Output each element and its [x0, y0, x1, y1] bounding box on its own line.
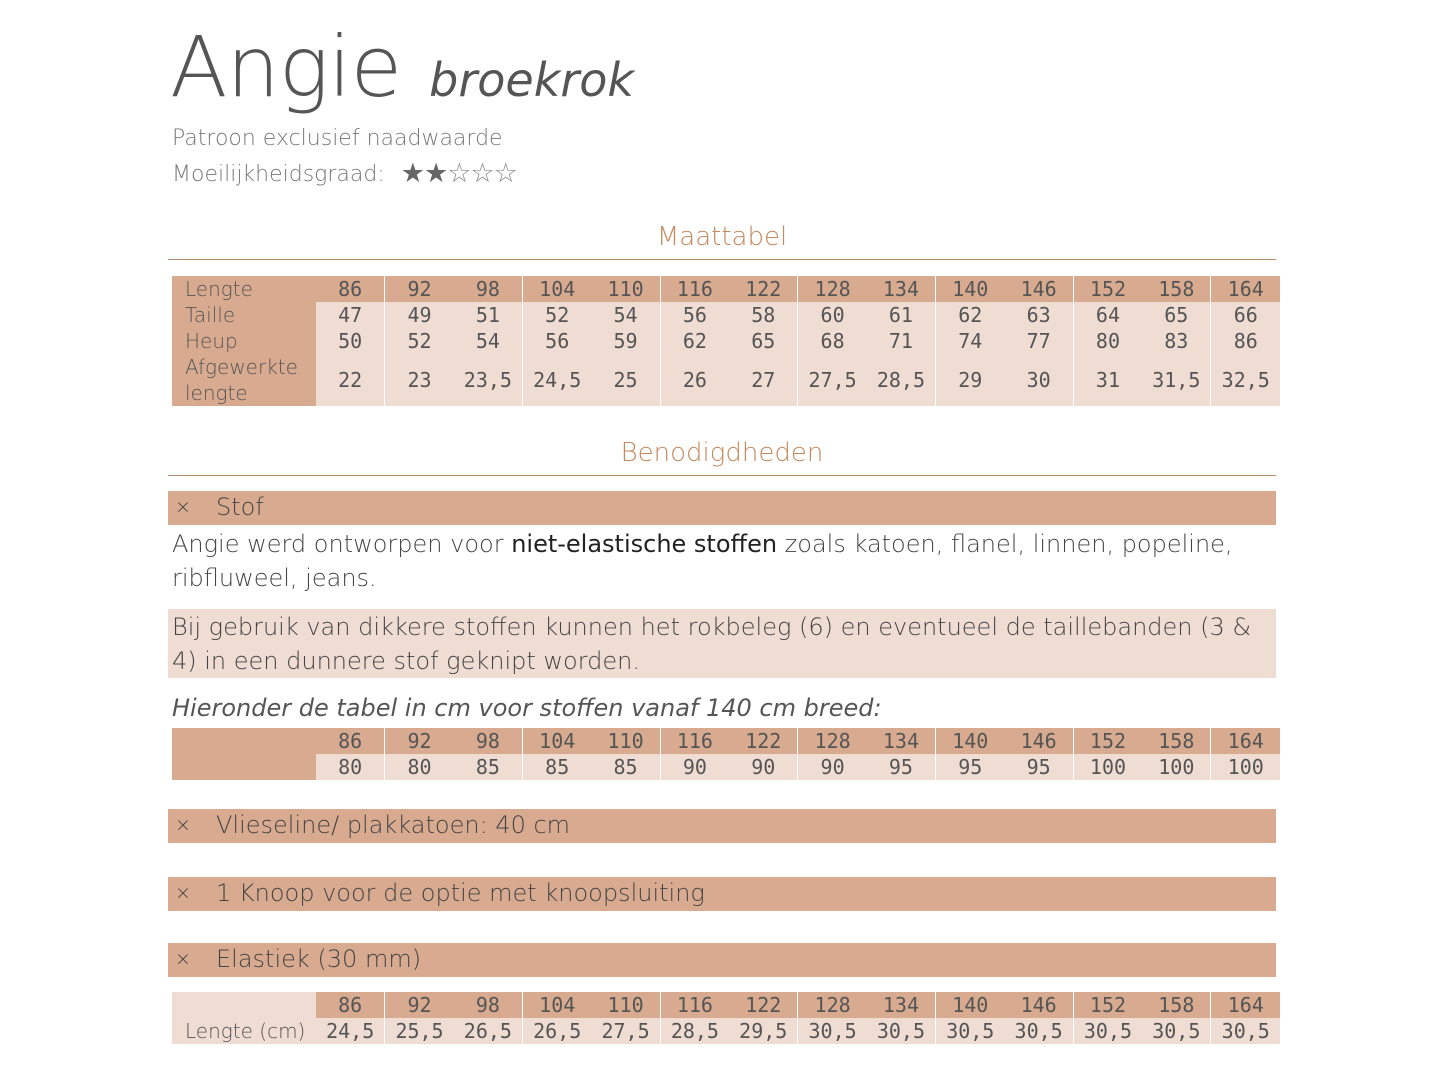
fabric-text-start: Angie werd ontworpen voor: [172, 530, 512, 558]
table-cell: 74: [936, 328, 1005, 354]
table-cell: 110: [591, 276, 660, 302]
fabric-note: Bij gebruik van dikkere stoffen kunnen het rokbeleg (6) en eventueel de taillebanden (3 & 4) in een dunnere stof geknipt worden.: [172, 613, 1252, 675]
table-cell: 27,5: [798, 354, 867, 406]
table-cell: 23: [385, 354, 454, 406]
row-label: Lengte (cm): [172, 1018, 316, 1044]
table-cell: 60: [798, 302, 867, 328]
row-label: Heup: [172, 328, 316, 354]
table-cell: 62: [936, 302, 1005, 328]
table-cell: 86: [316, 276, 385, 302]
table-cell: 30,5: [1142, 1018, 1211, 1044]
table-cell: 29,5: [729, 1018, 798, 1044]
elastic-table: [172, 992, 1280, 1044]
table-cell: 164: [1211, 728, 1280, 754]
table-row: [172, 302, 1280, 328]
supply-fabric-header: [168, 491, 1276, 525]
table-cell: 164: [1211, 992, 1280, 1018]
table-cell: 66: [1211, 302, 1280, 328]
table-cell: 92: [385, 992, 454, 1018]
table-cell: 146: [1004, 728, 1073, 754]
table-cell: 140: [936, 992, 1005, 1018]
table-cell: 30: [1004, 354, 1073, 406]
table-cell: 98: [454, 728, 523, 754]
table-cell: 152: [1073, 276, 1142, 302]
table-cell: 100: [1142, 754, 1211, 780]
table-cell: 31,5: [1142, 354, 1211, 406]
table-cell: 65: [729, 328, 798, 354]
table-row: [172, 992, 1280, 1018]
difficulty-stars: [401, 158, 517, 189]
table-cell: 56: [660, 302, 729, 328]
row-label: [172, 728, 316, 780]
table-cell: 100: [1073, 754, 1142, 780]
table-cell: 63: [1004, 302, 1073, 328]
table-cell: 62: [660, 328, 729, 354]
table-cell: 95: [1004, 754, 1073, 780]
table-cell: 95: [936, 754, 1005, 780]
table-cell: 158: [1142, 276, 1211, 302]
table-cell: 98: [454, 276, 523, 302]
table-cell: 104: [523, 276, 592, 302]
table-cell: 71: [867, 328, 936, 354]
table-cell: 98: [454, 992, 523, 1018]
bullet-x-icon: ×: [175, 814, 191, 836]
table-cell: 164: [1211, 276, 1280, 302]
table-cell: 152: [1073, 728, 1142, 754]
supply-interfacing: [168, 809, 1276, 843]
table-cell: 52: [385, 328, 454, 354]
table-cell: 26,5: [454, 1018, 523, 1044]
table-cell: 122: [729, 276, 798, 302]
table-cell: 47: [316, 302, 385, 328]
table-cell: 24,5: [316, 1018, 385, 1044]
table-cell: 146: [1004, 276, 1073, 302]
table-cell: 49: [385, 302, 454, 328]
supply-elastic-label: Elastiek (30 mm): [216, 945, 422, 973]
table-cell: 92: [385, 728, 454, 754]
table-cell: 80: [385, 754, 454, 780]
table-cell: 92: [385, 276, 454, 302]
bullet-x-icon: ×: [175, 496, 191, 518]
star-filled-icon: ★★: [400, 158, 448, 189]
fabric-text-end: zoals katoen, flanel, linnen, popeline, ribfluweel, jeans.: [172, 530, 1233, 592]
table-cell: 77: [1004, 328, 1073, 354]
table-cell: 25: [591, 354, 660, 406]
table-cell: 152: [1073, 992, 1142, 1018]
table-cell: 27,5: [591, 1018, 660, 1044]
row-label: [172, 992, 316, 1018]
table-cell: 85: [523, 754, 592, 780]
table-cell: 25,5: [385, 1018, 454, 1044]
table-cell: 24,5: [523, 354, 592, 406]
pattern-subtitle: broekrok: [429, 53, 635, 107]
bullet-x-icon: ×: [175, 948, 191, 970]
table-cell: 56: [523, 328, 592, 354]
table-cell: 110: [591, 992, 660, 1018]
table-cell: 64: [1073, 302, 1142, 328]
table-cell: 86: [316, 728, 385, 754]
table-cell: 95: [867, 754, 936, 780]
table-row: [172, 1018, 1280, 1044]
pattern-name: Angie: [170, 18, 402, 116]
table-cell: 22: [316, 354, 385, 406]
difficulty-label: Moeilijkheidsgraad:: [172, 162, 385, 187]
fabric-table-caption: Hieronder de tabel in cm voor stoffen vanaf 140 cm breed:: [172, 694, 882, 722]
row-label: Afgewerkte lengte: [172, 354, 316, 406]
bullet-x-icon: ×: [175, 882, 191, 904]
table-cell: 30,5: [936, 1018, 1005, 1044]
supply-elastic: [168, 943, 1276, 977]
table-row: [172, 354, 1280, 406]
table-cell: 116: [660, 276, 729, 302]
table-cell: 68: [798, 328, 867, 354]
table-cell: 100: [1211, 754, 1280, 780]
table-row: [172, 754, 1280, 780]
supply-fabric-label: Stof: [216, 493, 264, 521]
table-cell: 140: [936, 276, 1005, 302]
supply-button: [168, 877, 1276, 911]
table-cell: 104: [523, 728, 592, 754]
table-cell: 128: [798, 728, 867, 754]
table-cell: 134: [867, 276, 936, 302]
table-cell: 54: [591, 302, 660, 328]
difficulty-row: [172, 158, 517, 189]
table-cell: 80: [316, 754, 385, 780]
star-empty-icon: ☆☆☆: [447, 158, 517, 189]
table-cell: 86: [1211, 328, 1280, 354]
table-cell: 128: [798, 276, 867, 302]
table-cell: 158: [1142, 728, 1211, 754]
table-cell: 90: [729, 754, 798, 780]
table-cell: 116: [660, 992, 729, 1018]
table-cell: 32,5: [1211, 354, 1280, 406]
table-cell: 29: [936, 354, 1005, 406]
table-cell: 158: [1142, 992, 1211, 1018]
fabric-table: [172, 728, 1280, 780]
table-cell: 83: [1142, 328, 1211, 354]
table-cell: 26,5: [523, 1018, 592, 1044]
table-cell: 90: [798, 754, 867, 780]
table-cell: 122: [729, 728, 798, 754]
size-table: [172, 276, 1280, 406]
table-cell: 54: [454, 328, 523, 354]
table-cell: 86: [316, 992, 385, 1018]
table-cell: 52: [523, 302, 592, 328]
table-cell: 30,5: [1004, 1018, 1073, 1044]
section-divider: [168, 259, 1276, 260]
table-cell: 80: [1073, 328, 1142, 354]
table-cell: 140: [936, 728, 1005, 754]
table-cell: 30,5: [798, 1018, 867, 1044]
table-cell: 31: [1073, 354, 1142, 406]
table-cell: 58: [729, 302, 798, 328]
table-cell: 146: [1004, 992, 1073, 1018]
supply-interfacing-label: Vlieseline/ plakkatoen: 40 cm: [216, 811, 571, 839]
table-cell: 61: [867, 302, 936, 328]
table-cell: 122: [729, 992, 798, 1018]
table-row: [172, 276, 1280, 302]
table-cell: 28,5: [660, 1018, 729, 1044]
size-table-heading: Maattabel: [656, 222, 788, 252]
table-cell: 85: [454, 754, 523, 780]
supply-button-label: 1 Knoop voor de optie met knoopsluiting: [216, 879, 705, 907]
table-cell: 26: [660, 354, 729, 406]
table-cell: 30,5: [1211, 1018, 1280, 1044]
row-label: Taille: [172, 302, 316, 328]
table-cell: 30,5: [867, 1018, 936, 1044]
table-cell: 134: [867, 992, 936, 1018]
table-cell: 128: [798, 992, 867, 1018]
table-cell: 50: [316, 328, 385, 354]
section-divider: [168, 475, 1276, 476]
table-cell: 134: [867, 728, 936, 754]
table-cell: 90: [660, 754, 729, 780]
row-label: Lengte: [172, 276, 316, 302]
table-cell: 51: [454, 302, 523, 328]
table-row: [172, 328, 1280, 354]
table-cell: 59: [591, 328, 660, 354]
table-cell: 28,5: [867, 354, 936, 406]
table-cell: 30,5: [1073, 1018, 1142, 1044]
table-cell: 85: [591, 754, 660, 780]
table-cell: 116: [660, 728, 729, 754]
supplies-heading: Benodigdheden: [620, 438, 824, 468]
fabric-description: [172, 527, 1252, 595]
table-cell: 27: [729, 354, 798, 406]
table-cell: 110: [591, 728, 660, 754]
table-row: [172, 728, 1280, 754]
fabric-text-emphasis: niet-elastische stoffen: [511, 530, 778, 558]
pattern-title: [170, 18, 634, 116]
table-cell: 65: [1142, 302, 1211, 328]
table-cell: 104: [523, 992, 592, 1018]
seam-allowance-note: Patroon exclusief naadwaarde: [172, 126, 503, 151]
table-cell: 23,5: [454, 354, 523, 406]
